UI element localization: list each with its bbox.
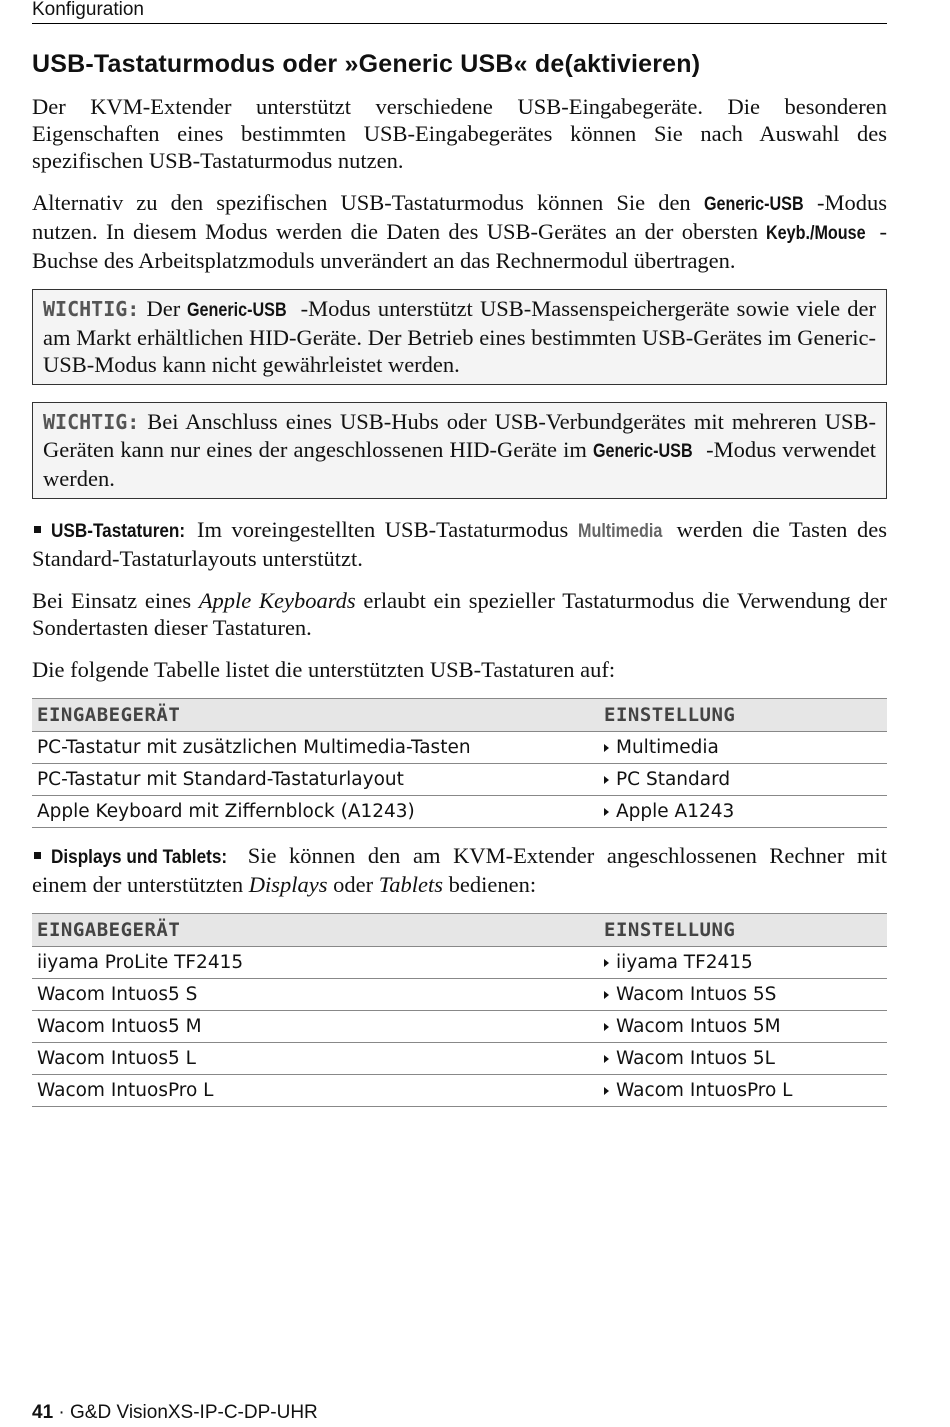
- table-header-row: [32, 914, 887, 947]
- triangle-right-icon: [604, 744, 609, 752]
- keyboards-table: [32, 698, 887, 828]
- table-row: [32, 947, 887, 979]
- table-cell: Apple Keyboard mit Ziffernblock (A1243): [32, 796, 599, 828]
- table-row: [32, 1043, 887, 1075]
- note-tag: WICHTIG:: [43, 297, 140, 321]
- keyword-keyb-mouse: Keyb./Mouse: [766, 223, 866, 244]
- bullet-square-icon: [34, 526, 41, 533]
- generic-usb-paragraph: [32, 189, 887, 274]
- table-cell: Wacom IntuosPro L: [32, 1075, 599, 1107]
- table-cell: [599, 796, 887, 828]
- text: oder: [327, 872, 379, 897]
- emphasis: Tablets: [378, 872, 443, 897]
- table-cell: Wacom Intuos5 S: [32, 979, 599, 1011]
- setting-value: Wacom Intuos 5M: [616, 1016, 781, 1037]
- triangle-right-icon: [604, 1055, 609, 1063]
- product-name: G&D VisionXS-IP-C-DP-UHR: [70, 1402, 318, 1423]
- mode-multimedia: Multimedia: [577, 521, 663, 542]
- displays-table: [32, 913, 887, 1107]
- table-cell: iiyama ProLite TF2415: [32, 947, 599, 979]
- bullet-square-icon: [34, 852, 41, 859]
- text: -Buchse des Arbeitsplatzmoduls unverändert an das Rechnermodul übertragen.: [32, 219, 887, 273]
- bullet-heading: USB-Tastaturen:: [51, 520, 186, 542]
- table-row: [32, 764, 887, 796]
- table-cell: [599, 764, 887, 796]
- text: erlaubt ein spezieller Tastaturmodus die Verwendung der Sondertasten dieser Tastaturen.: [32, 588, 888, 640]
- text: -Modus nutzen. In diesem Modus werden die Daten des USB-Gerätes an der obersten: [32, 190, 887, 244]
- page-content: [32, 0, 887, 1121]
- text: Im voreingestellten USB-Tastaturmodus: [187, 517, 578, 542]
- table-header-row: [32, 699, 887, 732]
- table-cell: [599, 732, 887, 764]
- triangle-right-icon: [604, 808, 609, 816]
- intro-paragraph: Der KVM-Extender unterstützt verschiedene USB-Eingabegeräte. Die besonderen Eigenschaften eines bestimmten USB-Eingabegerätes können Sie nach Auswahl des spezifischen USB-Tastaturmodus nutzen.: [32, 94, 887, 173]
- table-row: [32, 979, 887, 1011]
- important-note-2: [32, 402, 887, 499]
- table-row: [32, 732, 887, 764]
- footer-separator: ·: [53, 1402, 71, 1423]
- table-row: [32, 1075, 887, 1107]
- triangle-right-icon: [604, 991, 609, 999]
- displays-paragraph: [32, 842, 887, 898]
- table-row: [32, 1011, 887, 1043]
- keyword-generic-usb: Generic-USB: [187, 300, 288, 321]
- text: Sie können den am KVM-Extender angeschlossenen Rechner mit einem der unterstützten: [32, 843, 887, 897]
- setting-value: Wacom Intuos 5L: [616, 1048, 775, 1069]
- text: werden die Tasten des Standard-Tastaturlayouts unterstützt.: [32, 517, 887, 571]
- text: -Modus verwendet werden.: [43, 437, 876, 491]
- usb-keyboards-paragraph: [32, 516, 887, 572]
- emphasis: Apple Keyboards: [198, 588, 356, 613]
- triangle-right-icon: [604, 959, 609, 967]
- running-header: Konfiguration: [32, 0, 887, 24]
- table-cell: PC-Tastatur mit zusätzlichen Multimedia-Tasten: [32, 732, 599, 764]
- text: -Modus unterstützt USB-Massenspeichergeräte sowie viele der am Markt erhältlichen HID-Geräte. Der Betrieb eines bestimmten USB-Gerätes im Generic-USB-Modus kann nicht gewährleistet werden.: [43, 296, 876, 377]
- page-footer: [32, 1402, 318, 1424]
- table-cell: [599, 1075, 887, 1107]
- table-intro: Die folgende Tabelle listet die unterstützten USB-Tastaturen auf:: [32, 657, 616, 682]
- text: Alternativ zu den spezifischen USB-Tastaturmodus können Sie den: [32, 190, 704, 215]
- text: Bei Einsatz eines: [32, 588, 199, 613]
- triangle-right-icon: [604, 776, 609, 784]
- setting-value: PC Standard: [616, 769, 731, 790]
- section-title: USB-Tastaturmodus oder »Generic USB« de(aktivieren): [32, 50, 701, 78]
- table-row: [32, 796, 887, 828]
- text: bedienen:: [442, 872, 537, 897]
- setting-value: Wacom IntuosPro L: [616, 1080, 793, 1101]
- table-cell: [599, 979, 887, 1011]
- emphasis: Displays: [248, 872, 328, 897]
- setting-value: Multimedia: [616, 737, 719, 758]
- triangle-right-icon: [604, 1023, 609, 1031]
- text: Der: [139, 296, 188, 321]
- triangle-right-icon: [604, 1087, 609, 1095]
- table-cell: Wacom Intuos5 M: [32, 1011, 599, 1043]
- apple-paragraph: [32, 587, 887, 641]
- table-cell: [599, 1043, 887, 1075]
- important-note-1: [32, 289, 887, 385]
- bullet-heading: Displays und Tablets:: [51, 846, 228, 868]
- page-number: 41: [32, 1402, 54, 1423]
- text: Bei Anschluss eines USB-Hubs oder USB-Verbundgerätes mit mehreren USB-Geräten kann nur eines der angeschlossenen HID-Geräte im: [43, 409, 876, 462]
- column-header: EINGABEGERÄT: [32, 914, 599, 947]
- table-cell: Wacom Intuos5 L: [32, 1043, 599, 1075]
- setting-value: Apple A1243: [616, 801, 735, 822]
- setting-value: Wacom Intuos 5S: [616, 984, 777, 1005]
- keyword-generic-usb: Generic-USB: [592, 441, 693, 462]
- keyword-generic-usb: Generic-USB: [703, 194, 804, 215]
- note-tag: WICHTIG:: [43, 410, 140, 434]
- column-header: EINGABEGERÄT: [32, 699, 599, 732]
- column-header: EINSTELLUNG: [599, 699, 887, 732]
- column-header: EINSTELLUNG: [599, 914, 887, 947]
- table-cell: [599, 1011, 887, 1043]
- table-cell: PC-Tastatur mit Standard-Tastaturlayout: [32, 764, 599, 796]
- table-cell: [599, 947, 887, 979]
- setting-value: iiyama TF2415: [616, 952, 753, 973]
